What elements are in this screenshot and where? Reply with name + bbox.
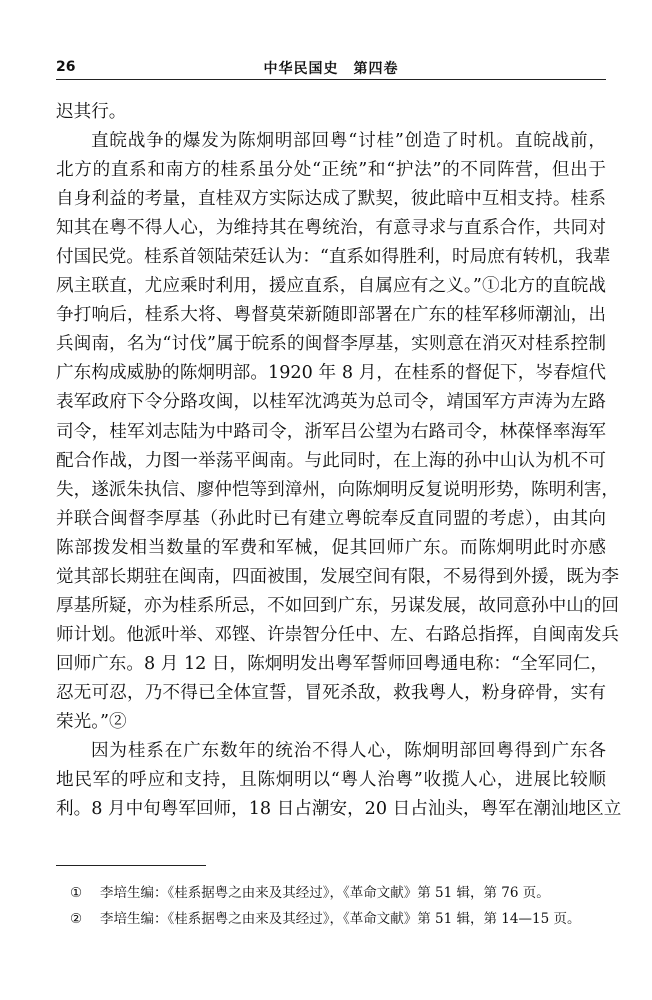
footnote [70,880,606,906]
text-line: 自身利益的考量，直桂双方实际达成了默契，彼此暗中互相支持。桂系 [56,189,606,210]
text-line: 迟其行。 [56,102,127,122]
text-line: 觉其部长期驻在闽南，四面被围，发展空间有限，不易得到外援，既为李 [56,566,620,587]
text-line: 付国民党。桂系首领陆荣廷认为：“直系如得胜利，时局庶有转机，我辈 [56,247,611,268]
footnote-mark: ② [70,911,83,927]
running-title: 中华民国史 第四卷 [263,61,399,77]
text-line: 广东构成威胁的陈炯明部。1920 年 8 月，在桂系的督促下，岑春煊代 [56,363,606,384]
text-line: 地民军的呼应和支持，且陈炯明以“粤人治粤”收揽人心，进展比较顺 [56,770,606,791]
footnote-separator [56,865,206,866]
text-line: 知其在粤不得人心，为维持其在粤统治，有意寻求与直系合作，共同对 [56,218,606,239]
footnote-text: 李培生编：《桂系据粤之由来及其经过》，《革命文献》第 51 辑，第 76 页。 [100,885,550,901]
text-line: 争打响后，桂系大将、粤督莫荣新随即部署在广东的桂军移师潮汕，出 [56,305,606,326]
page-number: 26 [56,59,76,75]
footnote-mark: ① [70,885,83,901]
text-line: 利。8 月中旬粤军回师，18 日占潮安，20 日占汕头，粤军在潮汕地区立 [56,799,622,820]
footnotes [70,880,606,932]
footnote-text: 李培生编：《桂系据粤之由来及其经过》，《革命文献》第 51 辑，第 14—15 页。 [100,911,581,927]
text-line: 兵闽南，名为“讨伐”属于皖系的闽督李厚基，实则意在消灭对桂系控制 [56,334,606,355]
text-line: 忍无可忍，乃不得已全体宣誓，冒死杀敌，救我粤人，粉身碎骨，实有 [56,682,606,703]
text-line: 北方的直系和南方的桂系虽分处“正统”和“护法”的不同阵营，但出于 [56,160,606,181]
text-line: 回师广东。8 月 12 日，陈炯明发出粤军誓师回粤通电称：“全军同仁， [56,653,608,674]
text-line: 陈部拨发相当数量的军费和军械，促其回师广东。而陈炯明此时亦感 [56,537,606,558]
text-line: 夙主联直，尤应乘时利用，援应直系，自属应有之义。”①北方的直皖战 [56,276,606,297]
body-text [56,98,622,824]
text-line: 师计划。他派叶举、邓铿、许崇智分任中、左、右路总指挥，自闽南发兵 [56,624,620,645]
text-line: 失，遂派朱执信、廖仲恺等到漳州，向陈炯明反复说明形势，陈明利害， [56,479,620,500]
text-line: 荣光。”② [56,711,127,732]
text-line: 配合作战，力图一举荡平闽南。与此同时，在上海的孙中山认为机不可 [56,450,606,471]
text-line: 表军政府下令分路攻闽，以桂军沈鸿英为总司令，靖国军方声涛为左路 [56,392,606,413]
text-line: 并联合闽督李厚基（孙此时已有建立粤皖奉反直同盟的考虑），由其向 [56,508,606,529]
page-header [56,53,606,80]
text-line: 直皖战争的爆发为陈炯明部回粤“讨桂”创造了时机。直皖战前， [91,131,606,152]
footnote [70,906,606,932]
text-line: 因为桂系在广东数年的统治不得人心，陈炯明部回粤得到广东各 [91,741,606,762]
text-line: 司令，桂军刘志陆为中路司令，浙军吕公望为右路司令，林葆怿率海军 [56,421,606,442]
text-line: 厚基所疑，亦为桂系所忌，不如回到广东，另谋发展，故同意孙中山的回 [56,595,620,616]
